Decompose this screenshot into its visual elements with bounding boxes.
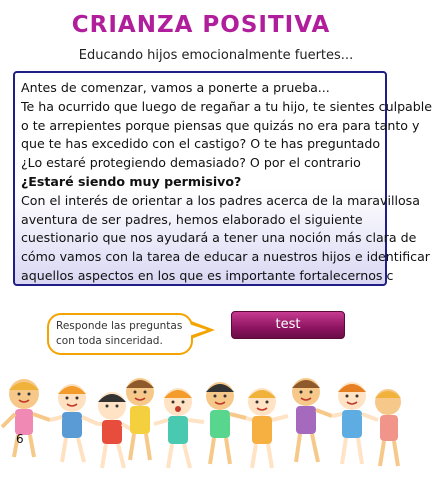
- bubble-tail-inner: [189, 324, 207, 336]
- text-line: cómo vamos con la tarea de educar a nuestros hijos e identificar: [21, 249, 430, 265]
- child-figure: [2, 379, 50, 457]
- children-illustration: [0, 372, 402, 480]
- child-figure: [206, 382, 246, 464]
- text-line: Antes de comenzar, vamos a ponerte a prueba...: [21, 80, 330, 95]
- child-figure: [375, 389, 401, 466]
- text-line: o te arrepientes porque piensas que quizás no era para tanto y: [21, 117, 420, 133]
- text-line: ¿Lo estaré protegiendo demasiado? O por el contrario: [21, 155, 361, 171]
- test-button[interactable]: test: [231, 311, 345, 339]
- child-figure: [332, 382, 378, 464]
- child-figure: [154, 388, 204, 468]
- bubble-line: con toda sinceridad.: [56, 335, 163, 347]
- text-line: Con el interés de orientar a los padres acerca de la maravillosa: [21, 192, 420, 208]
- child-figure: [126, 378, 154, 460]
- child-figure: [50, 384, 98, 462]
- page-subtitle: Educando hijos emocionalmente fuertes...: [78, 48, 354, 63]
- child-figure: [292, 378, 332, 462]
- child-figure: [246, 388, 288, 468]
- page-title: CRIANZA POSITIVA: [71, 12, 331, 38]
- bubble-line: Responde las preguntas: [56, 320, 183, 332]
- instruction-bubble: [47, 313, 193, 355]
- text-line: aquellos aspectos en los que es importante fortalecernos c: [21, 267, 394, 283]
- text-line: que te has excedido con el castigo? O te has preguntado: [21, 136, 381, 152]
- intro-text-box[interactable]: [13, 71, 432, 286]
- text-line-bold: ¿Estaré siendo muy permisivo?: [21, 173, 242, 189]
- text-line: aventura de ser padres, hemos elaborado el siguiente: [21, 211, 363, 227]
- text-line: Te ha ocurrido que luego de regañar a tu hijo, te sientes culpable: [21, 98, 432, 114]
- text-line: cuestionario que nos ayudará a tener una noción más clara de: [21, 230, 417, 246]
- page-number: 6: [16, 432, 24, 446]
